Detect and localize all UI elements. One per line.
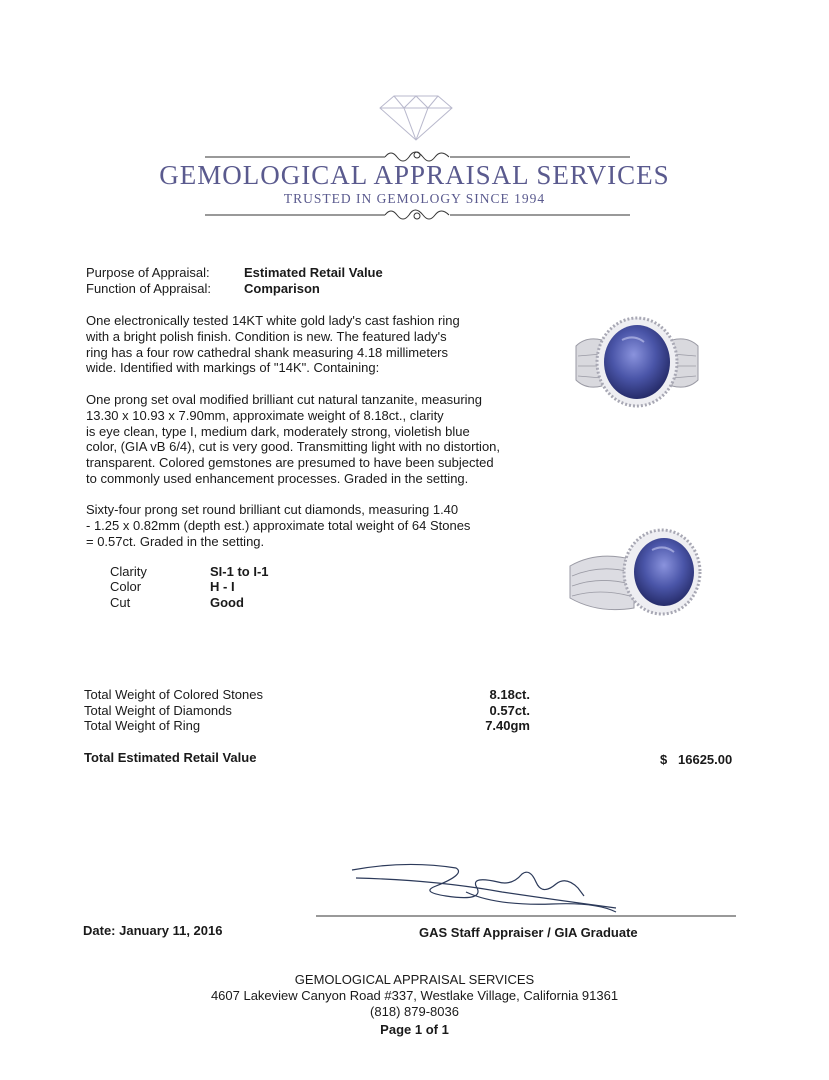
description-ring: One electronically tested 14KT white gold lady's cast fashion ring with a bright polish finish. Condition is new. The featured lady's ring has a four row cathedral shank measuring 4.18 millimeters wide. Identified with markings of "14K". Containing: — [86, 313, 460, 376]
grade-color-label: Color — [110, 579, 142, 594]
description-diamonds: Sixty-four prong set round brilliant cut diamonds, measuring 1.40 - 1.25 x 0.82mm (depth est.) approximate total weight of 64 Stones = 0.57ct. Graded in the setting. — [86, 502, 471, 549]
purpose-label: Purpose of Appraisal: — [86, 265, 210, 280]
total-colored-value: 8.18ct. — [489, 687, 530, 702]
diamond-logo-icon — [376, 92, 456, 142]
appraiser-signature — [316, 856, 736, 922]
function-value: Comparison — [244, 281, 320, 296]
total-diamonds-label: Total Weight of Diamonds — [84, 703, 232, 718]
footer-address: 4607 Lakeview Canyon Road #337, Westlake Village, California 91361 — [210, 988, 619, 1003]
purpose-value: Estimated Retail Value — [244, 265, 383, 280]
total-ring-value: 7.40gm — [485, 718, 530, 733]
company-name: GEMOLOGICAL APPRAISAL SERVICES — [159, 160, 670, 190]
retail-currency: $ — [660, 752, 668, 767]
appraisal-date: Date: January 11, 2016 — [83, 923, 223, 938]
retail-amount: 16625.00 — [678, 752, 733, 767]
total-colored-label: Total Weight of Colored Stones — [84, 687, 263, 702]
ornament-divider-bottom — [205, 206, 630, 224]
footer-company: GEMOLOGICAL APPRAISAL SERVICES — [294, 972, 535, 987]
footer-phone: (818) 879-8036 — [370, 1004, 459, 1019]
ring-photo-front — [572, 306, 702, 416]
appraiser-title: GAS Staff Appraiser / GIA Graduate — [419, 925, 638, 940]
function-label: Function of Appraisal: — [86, 281, 212, 296]
grade-clarity-value: SI-1 to I-1 — [210, 564, 269, 579]
grade-clarity-label: Clarity — [110, 564, 147, 579]
grade-cut-value: Good — [210, 595, 244, 610]
grade-color-value: H - I — [210, 579, 235, 594]
grade-cut-label: Cut — [110, 595, 131, 610]
total-diamonds-value: 0.57ct. — [489, 703, 530, 718]
company-tagline: TRUSTED IN GEMOLOGY SINCE 1994 — [283, 191, 546, 206]
ring-photo-angle — [568, 520, 706, 620]
page-number: Page 1 of 1 — [380, 1022, 449, 1037]
description-tanzanite: One prong set oval modified brilliant cut natural tanzanite, measuring 13.30 x 10.93 x 7.90mm, approximate weight of 8.18ct., clarity is eye clean, type I, medium dark, moderately strong, violetish blue color, (GIA vB 6/4), cut is very good. Transmitting light with no distortion, transparent. Colored gemstones are presumed to have been subjected to commonly used enhancement processes. Graded in the setting. — [86, 392, 501, 486]
total-ring-label: Total Weight of Ring — [84, 718, 201, 733]
retail-value-label: Total Estimated Retail Value — [84, 750, 257, 765]
